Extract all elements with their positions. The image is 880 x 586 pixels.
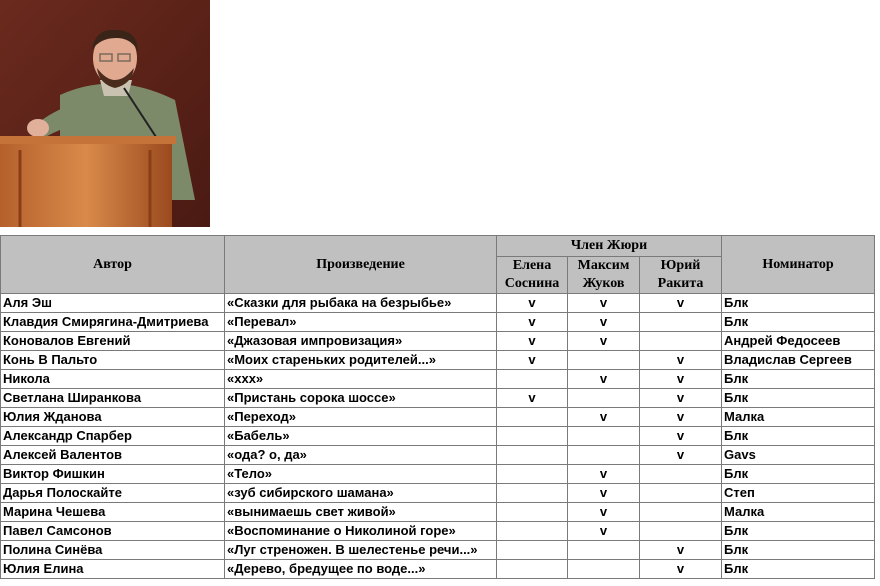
vote-cell-1 [497,408,568,427]
vote-cell-1: v [497,313,568,332]
table-row [1,294,875,313]
nominator-cell: Gavs [722,446,875,465]
nominator-cell: Блк [722,313,875,332]
vote-cell-3: v [640,408,722,427]
author-cell: Полина Синёва [1,541,225,560]
vote-cell-1: v [497,294,568,313]
header-judge-2: Максим Жуков [568,257,640,294]
nominator-cell: Малка [722,408,875,427]
table-row [1,446,875,465]
header-jury-group: Член Жюри [497,236,722,257]
work-cell: «Дерево, бредущее по воде...» [225,560,497,579]
nominator-cell: Малка [722,503,875,522]
header-nominator: Номинатор [722,236,875,294]
table-row [1,541,875,560]
work-cell: «зуб сибирского шамана» [225,484,497,503]
nominator-cell: Степ [722,484,875,503]
table-row [1,408,875,427]
nominator-cell: Блк [722,294,875,313]
nominator-cell: Андрей Федосеев [722,332,875,351]
vote-cell-1: v [497,389,568,408]
header-judge-1: Елена Соснина [497,257,568,294]
vote-cell-2: v [568,294,640,313]
header-work: Произведение [225,236,497,294]
work-cell: «Переход» [225,408,497,427]
author-cell: Конь В Пальто [1,351,225,370]
author-cell: Юлия Жданова [1,408,225,427]
vote-cell-1 [497,427,568,446]
vote-cell-2: v [568,408,640,427]
vote-cell-2 [568,389,640,408]
vote-cell-1 [497,465,568,484]
vote-cell-2 [568,351,640,370]
author-cell: Никола [1,370,225,389]
work-cell: «ода? о, да» [225,446,497,465]
vote-cell-3: v [640,351,722,370]
vote-cell-1: v [497,351,568,370]
vote-cell-2: v [568,522,640,541]
vote-cell-1 [497,522,568,541]
nominator-cell: Владислав Сергеев [722,351,875,370]
vote-cell-2: v [568,332,640,351]
vote-cell-3: v [640,427,722,446]
speaker-photo-icon [0,0,210,227]
vote-cell-2 [568,541,640,560]
vote-cell-3: v [640,446,722,465]
vote-cell-3: v [640,294,722,313]
vote-cell-3: v [640,389,722,408]
work-cell: «Сказки для рыбака на безрыбье» [225,294,497,313]
vote-cell-1 [497,446,568,465]
author-cell: Марина Чешева [1,503,225,522]
table-row [1,503,875,522]
vote-cell-2: v [568,370,640,389]
work-cell: «Джазовая импровизация» [225,332,497,351]
author-cell: Александр Спарбер [1,427,225,446]
table-row [1,389,875,408]
vote-cell-3 [640,313,722,332]
vote-cell-3 [640,465,722,484]
nominator-cell: Блк [722,522,875,541]
nominations-table [0,235,875,579]
vote-cell-3 [640,522,722,541]
header-judge-3: Юрий Ракита [640,257,722,294]
table-row [1,560,875,579]
vote-cell-1 [497,370,568,389]
vote-cell-2 [568,560,640,579]
vote-cell-2 [568,446,640,465]
author-cell: Павел Самсонов [1,522,225,541]
work-cell: «Тело» [225,465,497,484]
vote-cell-2: v [568,484,640,503]
author-cell: Светлана Ширанкова [1,389,225,408]
vote-cell-1 [497,560,568,579]
author-cell: Алексей Валентов [1,446,225,465]
author-cell: Клавдия Смирягина-Дмитриева [1,313,225,332]
header-author: Автор [1,236,225,294]
nominator-cell: Блк [722,560,875,579]
vote-cell-2: v [568,465,640,484]
vote-cell-2: v [568,503,640,522]
table-row [1,351,875,370]
author-cell: Дарья Полоскайте [1,484,225,503]
speaker-photo [0,0,210,227]
work-cell: «Перевал» [225,313,497,332]
author-cell: Юлия Елина [1,560,225,579]
nominator-cell: Блк [722,370,875,389]
work-cell: «Луг стреножен. В шелестенье речи...» [225,541,497,560]
nominator-cell: Блк [722,427,875,446]
work-cell: «ххх» [225,370,497,389]
vote-cell-2 [568,427,640,446]
vote-cell-3: v [640,541,722,560]
vote-cell-1 [497,503,568,522]
nominator-cell: Блк [722,389,875,408]
table-row [1,370,875,389]
vote-cell-3: v [640,370,722,389]
vote-cell-3: v [640,560,722,579]
vote-cell-2: v [568,313,640,332]
vote-cell-3 [640,332,722,351]
work-cell: «вынимаешь свет живой» [225,503,497,522]
table-row [1,427,875,446]
nominator-cell: Блк [722,541,875,560]
vote-cell-1 [497,541,568,560]
work-cell: «Бабель» [225,427,497,446]
author-cell: Виктор Фишкин [1,465,225,484]
table-row [1,484,875,503]
table-row [1,522,875,541]
table-row [1,313,875,332]
vote-cell-3 [640,484,722,503]
table-row [1,465,875,484]
nominator-cell: Блк [722,465,875,484]
author-cell: Коновалов Евгений [1,332,225,351]
work-cell: «Пристань сорока шоссе» [225,389,497,408]
vote-cell-3 [640,503,722,522]
table-row [1,332,875,351]
work-cell: «Моих стареньких родителей...» [225,351,497,370]
vote-cell-1: v [497,332,568,351]
author-cell: Аля Эш [1,294,225,313]
vote-cell-1 [497,484,568,503]
work-cell: «Воспоминание о Николиной горе» [225,522,497,541]
